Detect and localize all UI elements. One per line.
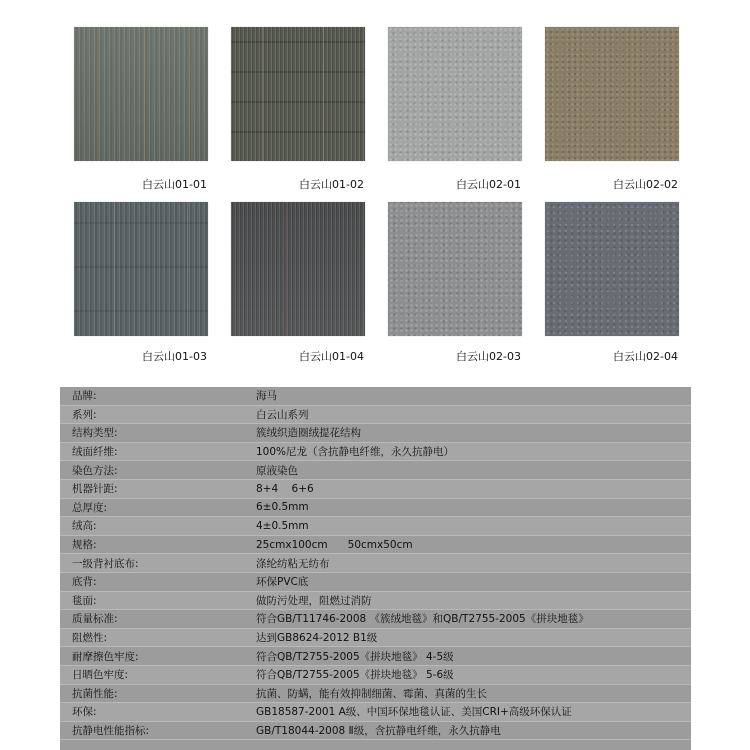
spec-value: 100%尼龙（含抗静电纤维，永久抗静电） [256,446,455,459]
carpet-swatch-image [545,27,679,161]
spec-row [60,406,691,425]
spec-value: 抗菌、防螨，能有效抑制细菌、霉菌、真菌的生长 [256,687,487,700]
spec-row [60,554,691,573]
spec-key: 日晒色牢度: [72,669,129,682]
spec-key: 毯面: [72,594,97,607]
spec-row [60,592,691,611]
swatch-label: 白云山01-03 [142,350,207,363]
spec-key: 阻燃性: [72,632,108,645]
spec-key: 绒面纤维: [72,446,118,459]
spec-row [60,536,691,555]
spec-value: 8+4 6+6 [256,482,314,495]
spec-value: 符合QB/T2755-2005《拼块地毯》 4-5级 [256,650,454,663]
spec-key: 底背: [72,576,97,589]
spec-key: 机器针距: [72,483,118,496]
spec-row [60,685,691,704]
spec-row [60,443,691,462]
spec-value: 4±0.5mm [256,519,309,532]
spec-row [60,424,691,443]
carpet-swatch-image [388,202,522,336]
spec-key: 环保: [72,706,97,719]
swatch-label: 白云山02-03 [456,350,521,363]
spec-value: 海马 [256,390,277,403]
spec-key: 一级背衬底布: [72,557,139,570]
spec-value: 做防污处理，阻燃过消防 [256,594,372,607]
spec-key: 耐摩擦色牢度: [72,650,139,663]
spec-key: 抗静电性能指标: [72,724,150,737]
spec-row [60,666,691,685]
spec-value: GB/T18044-2008 Ⅱ级，含抗静电纤维，永久抗静电 [256,724,501,737]
spec-key: 系列: [72,408,97,421]
swatch-label: 白云山01-04 [299,350,364,363]
spec-key: 抗菌性能: [72,687,118,700]
carpet-swatch-image [74,27,208,161]
spec-key: 染色方法: [72,464,118,477]
spec-row [60,610,691,629]
spec-row [60,722,691,741]
carpet-swatch-image [231,27,365,161]
spec-value: 符合QB/T2755-2005《拼块地毯》 5-6级 [256,669,454,682]
swatch-label: 白云山02-01 [456,178,521,191]
carpet-swatch-image [74,202,208,336]
spec-row [60,517,691,536]
spec-value: 簇绒织造圈绒提花结构 [256,427,361,440]
spec-value: 6±0.5mm [256,501,309,514]
carpet-swatch-image [545,202,679,336]
spec-key: 规格: [72,539,97,552]
carpet-swatch-image [231,202,365,336]
spec-value: 白云山系列 [256,408,309,421]
spec-row [60,647,691,666]
spec-value: 符合GB/T11746-2008 《簇绒地毯》和QB/T2755-2005《拼块地毯》 [256,613,589,626]
spec-key: 品牌: [72,390,97,403]
spec-value: 涤纶纺粘无纺布 [256,557,330,570]
spec-row [60,387,691,406]
spec-value: 环保PVC底 [256,576,309,589]
spec-row [60,461,691,480]
spec-key: 质量标准: [72,613,118,626]
spec-table [60,387,691,750]
spec-key: 绒高: [72,520,97,533]
spec-row [60,629,691,648]
spec-row [60,499,691,518]
swatch-label: 白云山02-02 [613,178,678,191]
spec-value: 原液染色 [256,464,298,477]
spec-row [60,703,691,722]
spec-value: 达到GB8624-2012 B1级 [256,632,378,645]
swatch-label: 白云山01-02 [299,178,364,191]
spec-row [60,480,691,499]
swatch-label: 白云山02-04 [613,350,678,363]
carpet-swatch-image [388,27,522,161]
spec-key: 总厚度: [72,501,108,514]
spec-value: 25cmx100cm 50cmx50cm [256,538,413,551]
swatch-label: 白云山01-01 [142,178,207,191]
spec-value: GB18587-2001 A级、中国环保地毯认证、美国CRI+高级环保认证 [256,706,572,719]
spec-key: 结构类型: [72,427,118,440]
spec-row [60,573,691,592]
